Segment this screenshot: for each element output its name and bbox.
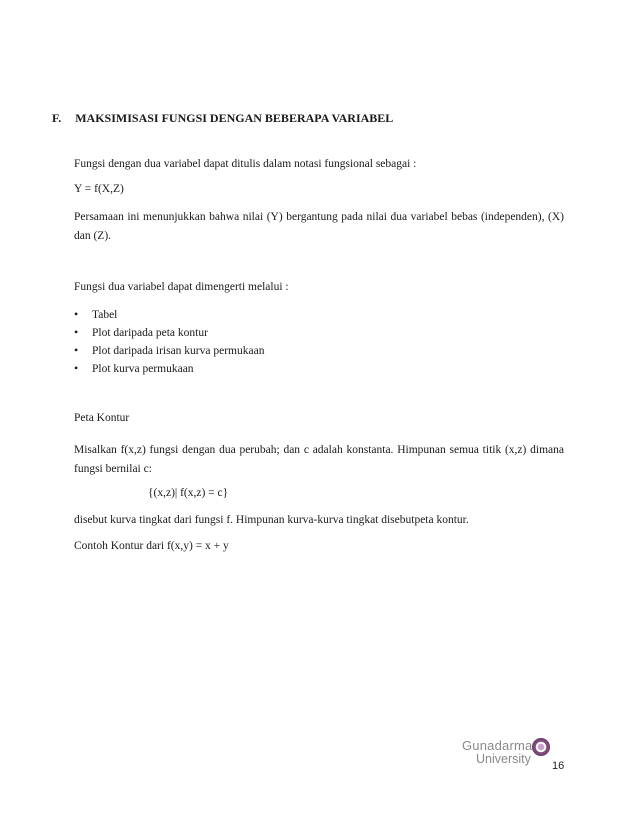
set-expression: {(x,z)| f(x,z) = c} [148, 487, 229, 499]
list-item-text: Tabel [92, 309, 118, 321]
list-item-text: Plot daripada peta kontur [92, 327, 208, 339]
page-number: 16 [552, 760, 565, 772]
paragraph-understanding: Fungsi dua variabel dapat dimengerti melalui : [74, 281, 289, 293]
logo-text-line1: Gunadarma [462, 738, 533, 753]
list-item-text: Plot kurva permukaan [92, 363, 194, 375]
list-item [74, 341, 264, 359]
list-item [74, 359, 264, 377]
subheading-contour-map: Peta Kontur [74, 412, 130, 424]
paragraph-intro: Fungsi dengan dua variabel dapat ditulis dalam notasi fungsional sebagai : [74, 158, 417, 170]
paragraph-dependence: Persamaan ini menunjukkan bahwa nilai (Y) bergantung pada nilai dua variabel bebas (independen), (X) dan (Z). [74, 211, 564, 242]
section-title: MAKSIMISASI FUNGSI DENGAN BEBERAPA VARIABEL [75, 111, 394, 125]
logo-text-line2: University [476, 752, 531, 766]
list-item [74, 305, 264, 323]
bullet-icon: • [74, 343, 79, 357]
bullet-icon: • [74, 325, 79, 339]
paragraph-level-curve: disebut kurva tingkat dari fungsi f. Himpunan kurva-kurva tingkat disebutpeta kontur. [74, 514, 469, 526]
section-letter: F. [52, 111, 62, 125]
section-heading [52, 111, 393, 126]
paragraph-contour-example: Contoh Kontur dari f(x,y) = x + y [74, 540, 229, 552]
list-item-text: Plot daripada irisan kurva permukaan [92, 345, 265, 357]
list-item [74, 323, 264, 341]
university-seal-icon [532, 738, 550, 756]
bullet-icon: • [74, 307, 79, 321]
bullet-icon: • [74, 361, 79, 375]
equation-y: Y = f(X,Z) [74, 183, 124, 195]
paragraph-contour-definition: Misalkan f(x,z) fungsi dengan dua perubah; dan c adalah konstanta. Himpunan semua titik (x,z) dimana fungsi bernilai c: [74, 444, 564, 475]
bullet-list [74, 305, 264, 377]
